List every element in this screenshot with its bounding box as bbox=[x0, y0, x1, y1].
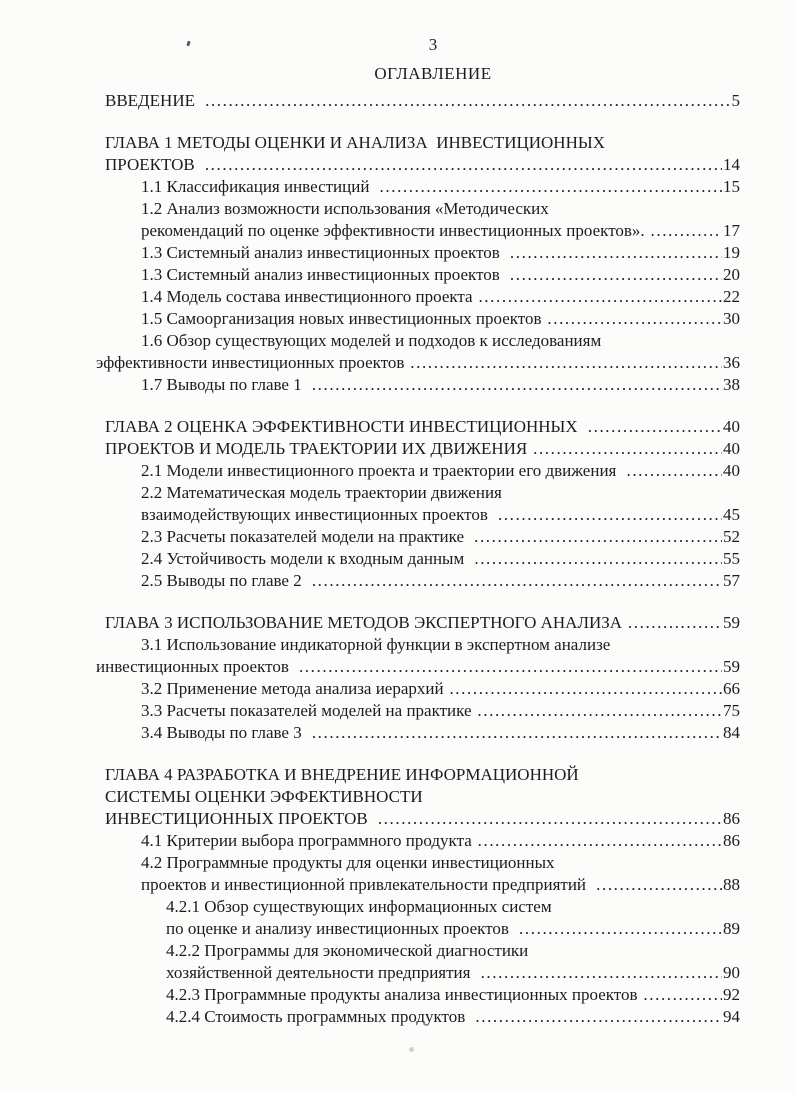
dot-leader bbox=[404, 352, 722, 374]
toc-line-text: 1.3 Системный анализ инвестиционных проектов bbox=[141, 243, 505, 262]
toc-line bbox=[96, 416, 740, 438]
toc-line bbox=[96, 352, 740, 374]
toc-line-text: 1.5 Самоорганизация новых инвестиционных проектов bbox=[141, 309, 542, 328]
toc-line-page: 36 bbox=[723, 353, 740, 372]
toc-line bbox=[96, 242, 740, 264]
toc-line-text: 1.6 Обзор существующих моделей и подходов к исследованиям bbox=[141, 331, 602, 350]
toc-line-text: ГЛАВА 3 ИСПОЛЬЗОВАНИЕ МЕТОДОВ ЭКСПЕРТНОГО АНАЛИЗА bbox=[105, 613, 623, 632]
toc-line-text: ИНВЕСТИЦИОННЫХ ПРОЕКТОВ bbox=[105, 809, 372, 828]
toc-line-text: эффективности инвестиционных проектов bbox=[96, 353, 405, 372]
page-number: 3 bbox=[428, 35, 438, 54]
toc-line-text: 4.2.3 Программные продукты анализа инвестиционных проектов bbox=[166, 985, 638, 1004]
dot-leader bbox=[527, 438, 722, 460]
dot-leader bbox=[199, 90, 730, 112]
toc-line-text: 3.1 Использование индикаторной функции в экспертном анализе bbox=[141, 635, 611, 654]
toc-line-text: ГЛАВА 1 МЕТОДЫ ОЦЕНКИ И АНАЛИЗА ИНВЕСТИЦИОННЫХ bbox=[105, 133, 605, 152]
dot-leader bbox=[513, 918, 722, 940]
toc-line-page: 15 bbox=[723, 177, 740, 196]
dot-leader bbox=[306, 570, 722, 592]
toc-line bbox=[96, 548, 740, 570]
toc-line bbox=[96, 918, 740, 940]
toc-line bbox=[96, 656, 740, 678]
toc-line-page: 90 bbox=[723, 963, 740, 982]
toc-line-text: хозяйственной деятельности предприятия bbox=[166, 963, 475, 982]
toc-line-text: взаимодействующих инвестиционных проектов bbox=[141, 505, 493, 524]
toc-line-text: 4.2.2 Программы для экономической диагностики bbox=[166, 941, 529, 960]
toc-line bbox=[96, 526, 740, 548]
dot-leader bbox=[372, 808, 722, 830]
toc-line-text: 1.2 Анализ возможности использования «Методических bbox=[141, 199, 549, 218]
toc-line bbox=[96, 330, 740, 352]
toc-line bbox=[96, 460, 740, 482]
toc-line bbox=[96, 808, 740, 830]
toc-line-text: ПРОЕКТОВ bbox=[105, 155, 199, 174]
toc-line bbox=[96, 962, 740, 984]
toc-line-page: 22 bbox=[723, 287, 740, 306]
toc-line-page: 55 bbox=[723, 549, 740, 568]
dot-leader bbox=[504, 264, 722, 286]
toc-line-text: рекомендаций по оценке эффективности инвестиционных проектов». bbox=[141, 221, 645, 240]
toc-line bbox=[96, 264, 740, 286]
toc-line-page: 40 bbox=[723, 461, 740, 480]
toc-line-text: СИСТЕМЫ ОЦЕНКИ ЭФФЕКТИВНОСТИ bbox=[105, 787, 423, 806]
dot-leader bbox=[306, 722, 722, 744]
scan-speck-bottom bbox=[409, 1047, 414, 1052]
toc-line-text: ГЛАВА 2 ОЦЕНКА ЭФФЕКТИВНОСТИ ИНВЕСТИЦИОННЫХ bbox=[105, 417, 582, 436]
toc-line-page: 45 bbox=[723, 505, 740, 524]
toc-line-page: 86 bbox=[723, 809, 740, 828]
toc-line-page: 5 bbox=[731, 91, 740, 110]
dot-leader bbox=[444, 678, 722, 700]
toc-line bbox=[96, 612, 740, 634]
toc-line bbox=[96, 984, 740, 1006]
toc-line-text: 4.2.4 Стоимость программных продуктов bbox=[166, 1007, 470, 1026]
toc-line-page: 89 bbox=[723, 919, 740, 938]
toc-line-text: 1.4 Модель состава инвестиционного проекта bbox=[141, 287, 473, 306]
toc-line bbox=[96, 176, 740, 198]
dot-leader bbox=[582, 416, 722, 438]
toc-line-text: 3.3 Расчеты показателей моделей на практике bbox=[141, 701, 472, 720]
toc-line-page: 52 bbox=[723, 527, 740, 546]
toc-line bbox=[96, 220, 740, 242]
dot-leader bbox=[469, 548, 723, 570]
toc-list bbox=[96, 90, 740, 1028]
toc-line bbox=[96, 786, 740, 808]
toc-title: ОГЛАВЛЕНИЕ bbox=[374, 64, 492, 83]
dot-leader bbox=[621, 460, 722, 482]
toc-line bbox=[96, 874, 740, 896]
toc-line-text: проектов и инвестиционной привлекательности предприятий bbox=[141, 875, 591, 894]
dot-leader bbox=[472, 830, 722, 852]
dot-leader bbox=[306, 374, 722, 396]
toc-line bbox=[96, 722, 740, 744]
toc-line-page: 17 bbox=[723, 221, 740, 240]
dot-leader bbox=[638, 984, 722, 1006]
dot-leader bbox=[622, 612, 722, 634]
toc-line bbox=[96, 678, 740, 700]
toc-line-text: 2.4 Устойчивость модели к входным данным bbox=[141, 549, 469, 568]
dot-leader bbox=[492, 504, 722, 526]
dot-leader bbox=[470, 1006, 722, 1028]
toc-line-page: 66 bbox=[723, 679, 740, 698]
toc-line-page: 92 bbox=[723, 985, 740, 1004]
toc-line-page: 59 bbox=[723, 613, 740, 632]
toc-line bbox=[96, 830, 740, 852]
toc-line-page: 75 bbox=[723, 701, 740, 720]
dot-leader bbox=[293, 656, 722, 678]
toc-line bbox=[96, 700, 740, 722]
toc-line bbox=[96, 852, 740, 874]
toc-line-page: 38 bbox=[723, 375, 740, 394]
dot-leader bbox=[475, 962, 722, 984]
toc-line bbox=[96, 286, 740, 308]
toc-line bbox=[96, 504, 740, 526]
toc-line bbox=[96, 764, 740, 786]
toc-line-text: инвестиционных проектов bbox=[96, 657, 294, 676]
toc-line bbox=[96, 896, 740, 918]
toc-line-text: 3.4 Выводы по главе 3 bbox=[141, 723, 306, 742]
toc-line-page: 86 bbox=[723, 831, 740, 850]
toc-line-text: 4.1 Критерии выбора программного продукта bbox=[141, 831, 472, 850]
toc-line-page: 94 bbox=[723, 1007, 740, 1026]
toc-line-text: ПРОЕКТОВ И МОДЕЛЬ ТРАЕКТОРИИ ИХ ДВИЖЕНИЯ bbox=[105, 439, 528, 458]
toc-line-page: 14 bbox=[723, 155, 740, 174]
dot-leader bbox=[542, 308, 722, 330]
toc-line-page: 40 bbox=[723, 417, 740, 436]
toc-line-page: 84 bbox=[723, 723, 740, 742]
toc-line-page: 59 bbox=[723, 657, 740, 676]
toc-line-text: 2.1 Модели инвестиционного проекта и траектории его движения bbox=[141, 461, 621, 480]
toc-line-page: 40 bbox=[723, 439, 740, 458]
dot-leader bbox=[468, 526, 722, 548]
dot-leader bbox=[504, 242, 722, 264]
dot-leader bbox=[374, 176, 722, 198]
toc-line bbox=[96, 308, 740, 330]
toc-line bbox=[96, 198, 740, 220]
toc-line bbox=[96, 374, 740, 396]
dot-leader bbox=[473, 286, 722, 308]
toc-line-text: 4.2 Программные продукты для оценки инвестиционных bbox=[141, 853, 555, 872]
toc-line bbox=[96, 438, 740, 460]
dot-leader bbox=[645, 220, 722, 242]
toc-line bbox=[96, 482, 740, 504]
toc-line-text: ГЛАВА 4 РАЗРАБОТКА И ВНЕДРЕНИЕ ИНФОРМАЦИОННОЙ bbox=[105, 765, 579, 784]
toc-line bbox=[96, 634, 740, 656]
toc-line-text: 2.3 Расчеты показателей модели на практике bbox=[141, 527, 469, 546]
toc-line-text: 3.2 Применение метода анализа иерархий bbox=[141, 679, 444, 698]
toc-line-text: 1.1 Классификация инвестиций bbox=[141, 177, 374, 196]
toc-line bbox=[96, 132, 740, 154]
toc-line-text: по оценке и анализу инвестиционных проектов bbox=[166, 919, 514, 938]
toc-line-page: 20 bbox=[723, 265, 740, 284]
toc-line-text: 4.2.1 Обзор существующих информационных систем bbox=[166, 897, 552, 916]
toc-line-text: ВВЕДЕНИЕ bbox=[105, 91, 200, 110]
toc-line bbox=[96, 940, 740, 962]
dot-leader bbox=[472, 700, 722, 722]
toc-line-page: 88 bbox=[723, 875, 740, 894]
toc-line bbox=[96, 154, 740, 176]
toc-line-page: 19 bbox=[723, 243, 740, 262]
toc-line-text: 1.7 Выводы по главе 1 bbox=[141, 375, 306, 394]
toc-line-page: 57 bbox=[723, 571, 740, 590]
toc-line-text: 2.5 Выводы по главе 2 bbox=[141, 571, 306, 590]
toc-line-page: 30 bbox=[723, 309, 740, 328]
dot-leader bbox=[199, 154, 722, 176]
dot-leader bbox=[590, 874, 722, 896]
toc-line-text: 1.3 Системный анализ инвестиционных проектов bbox=[141, 265, 505, 284]
toc-line bbox=[96, 570, 740, 592]
toc-line bbox=[96, 90, 740, 112]
toc-line-text: 2.2 Математическая модель траектории движения bbox=[141, 483, 502, 502]
toc-line bbox=[96, 1006, 740, 1028]
